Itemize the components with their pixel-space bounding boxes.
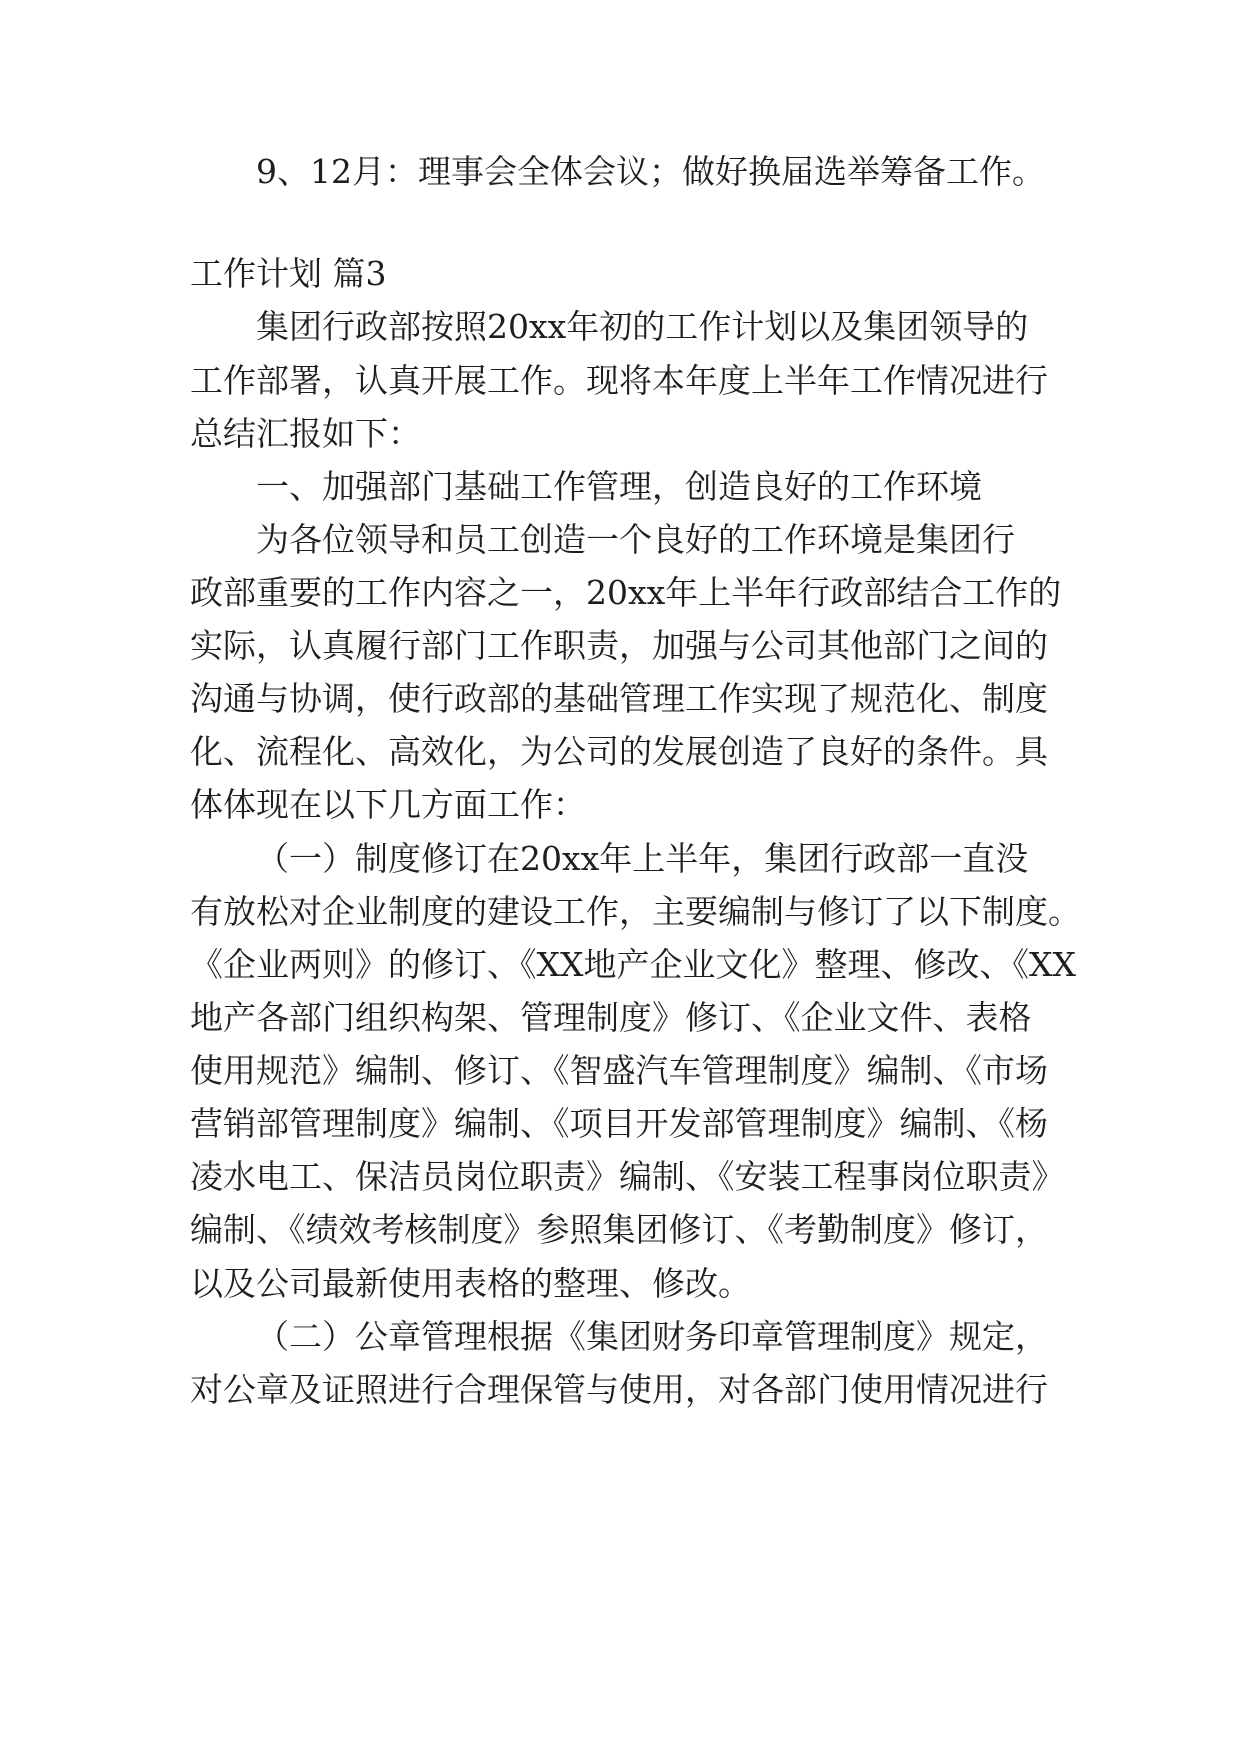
text-line: 凌水电工、保洁员岗位职责》编制、《安装工程事岗位职责》 (190, 1157, 1065, 1196)
text-line: 《企业两则》的修订、《XX地产企业文化》整理、修改、《XX (190, 945, 1076, 984)
text-line: 体体现在以下几方面工作： (190, 785, 586, 824)
text-line: 集团行政部按照20xx年初的工作计划以及集团领导的 (256, 307, 1029, 346)
text-line: 使用规范》编制、修订、《智盛汽车管理制度》编制、《市场 (190, 1051, 1048, 1090)
text-line: 实际，认真履行部门工作职责，加强与公司其他部门之间的 (190, 626, 1048, 665)
text-line: 对公章及证照进行合理保管与使用，对各部门使用情况进行 (190, 1370, 1048, 1409)
text-line: （一）制度修订在20xx年上半年，集团行政部一直没 (256, 839, 1029, 878)
text-line: 化、流程化、高效化，为公司的发展创造了良好的条件。具 (190, 732, 1048, 771)
section-heading: 工作计划 篇3 (190, 254, 387, 293)
text-line: 以及公司最新使用表格的整理、修改。 (190, 1264, 751, 1303)
text-line: 9、12月：理事会全体会议；做好换届选举筹备工作。 (256, 152, 1045, 191)
text-line: 有放松对企业制度的建设工作，主要编制与修订了以下制度。 (190, 892, 1081, 931)
text-line: 总结汇报如下： (190, 414, 421, 453)
text-line: 沟通与协调，使行政部的基础管理工作实现了规范化、制度 (190, 679, 1048, 718)
text-line: 工作部署，认真开展工作。现将本年度上半年工作情况进行 (190, 361, 1048, 400)
text-line: 编制、《绩效考核制度》参照集团修订、《考勤制度》修订， (190, 1210, 1048, 1249)
text-line: （二）公章管理根据《集团财务印章管理制度》规定， (256, 1317, 1048, 1356)
text-line: 地产各部门组织构架、管理制度》修订、《企业文件、表格 (190, 998, 1032, 1037)
text-line: 营销部管理制度》编制、《项目开发部管理制度》编制、《杨 (190, 1104, 1048, 1143)
subheading: 一、加强部门基础工作管理，创造良好的工作环境 (256, 467, 982, 506)
text-line: 政部重要的工作内容之一，20xx年上半年行政部结合工作的 (190, 573, 1062, 612)
text-line: 为各位领导和员工创造一个良好的工作环境是集团行 (256, 520, 1015, 559)
